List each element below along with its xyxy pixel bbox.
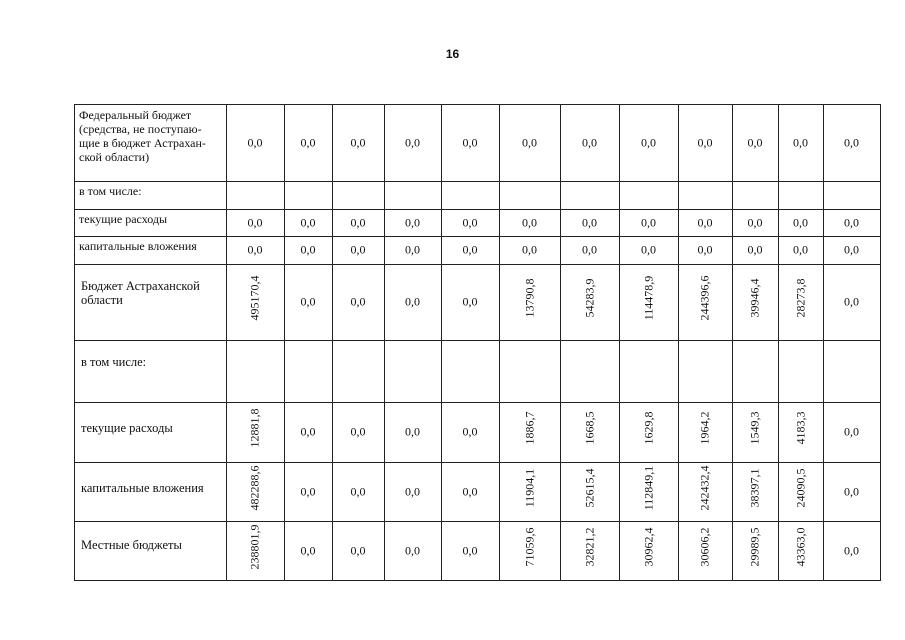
cell-value: 38397,1 — [747, 468, 762, 507]
cell-value: 0,0 — [350, 135, 366, 149]
cell-value: 0,0 — [462, 242, 478, 257]
cell-value: 12881,8 — [247, 408, 262, 448]
cell-value: 0,0 — [247, 215, 263, 229]
cell-value: 0,0 — [300, 543, 316, 557]
value-cell — [284, 340, 333, 403]
cell-value: 4183,3 — [793, 411, 807, 445]
cell-value: 13790,8 — [522, 278, 536, 318]
value-cell — [732, 340, 779, 403]
row-label: в том числе: — [74, 181, 227, 210]
cell-value: 0,0 — [462, 484, 478, 498]
cell-value: 0,0 — [582, 242, 597, 257]
row-label: Федеральный бюджет (средства, не поступаю-щие в бюджет Астрахан-ской области) — [74, 104, 227, 182]
cell-value: 0,0 — [300, 242, 316, 257]
cell-value: 242432,4 — [697, 465, 712, 510]
cell-value: 495170,4 — [247, 275, 262, 321]
cell-value: 54283,9 — [582, 278, 596, 318]
cell-value: 0,0 — [844, 135, 859, 149]
cell-value: 0,0 — [747, 242, 763, 257]
cell-value: 0,0 — [641, 215, 656, 229]
cell-value: 1964,2 — [697, 411, 712, 445]
cell-value: 0,0 — [247, 242, 263, 257]
value-cell — [619, 340, 679, 403]
row-label: Бюджет Астраханской области — [74, 264, 227, 341]
cell-value: 0,0 — [350, 484, 366, 498]
value-cell — [441, 181, 500, 210]
row-label: капитальные вложения — [74, 236, 227, 265]
value-cell — [332, 181, 385, 210]
value-cell — [441, 340, 500, 403]
cell-value: 0,0 — [405, 543, 420, 557]
value-cell — [226, 340, 285, 403]
cell-value: 1886,7 — [522, 411, 536, 445]
value-cell — [560, 181, 620, 210]
value-cell — [678, 340, 733, 403]
page-number: 16 — [445, 47, 460, 61]
cell-value: 28273,8 — [793, 278, 807, 318]
cell-value: 238801,9 — [247, 524, 262, 569]
cell-value: 43363,0 — [793, 527, 807, 566]
cell-value: 0,0 — [793, 242, 808, 257]
value-cell — [823, 340, 881, 403]
cell-value: 0,0 — [350, 215, 366, 229]
cell-value: 0,0 — [462, 294, 478, 309]
cell-value: 39946,4 — [747, 278, 762, 318]
cell-value: 0,0 — [300, 294, 316, 309]
cell-value: 0,0 — [405, 135, 420, 149]
cell-value: 0,0 — [747, 135, 763, 149]
cell-value: 0,0 — [405, 484, 420, 498]
value-cell — [619, 181, 679, 210]
row-label: текущие расходы — [74, 209, 227, 237]
cell-value: 1668,5 — [582, 411, 596, 445]
row-label: в том числе: — [74, 340, 227, 403]
cell-value: 0,0 — [582, 215, 597, 229]
cell-value: 244396,6 — [697, 275, 712, 321]
value-cell — [778, 340, 824, 403]
cell-value: 0,0 — [462, 215, 478, 229]
cell-value: 52615,4 — [582, 468, 596, 507]
cell-value: 0,0 — [405, 294, 420, 309]
value-cell — [226, 181, 285, 210]
cell-value: 0,0 — [697, 215, 713, 229]
cell-value: 0,0 — [247, 135, 263, 149]
cell-value: 11904,1 — [522, 468, 536, 507]
value-cell — [499, 340, 561, 403]
cell-value: 0,0 — [844, 242, 859, 257]
cell-value: 0,0 — [405, 242, 420, 257]
cell-value: 0,0 — [844, 543, 859, 557]
cell-value: 0,0 — [582, 135, 597, 149]
cell-value: 0,0 — [844, 215, 859, 229]
cell-value: 32821,2 — [582, 527, 596, 566]
cell-value: 0,0 — [405, 424, 420, 439]
cell-value: 0,0 — [793, 135, 808, 149]
cell-value: 0,0 — [697, 135, 713, 149]
cell-value: 30606,2 — [697, 527, 712, 566]
cell-value: 0,0 — [747, 215, 763, 229]
value-cell — [778, 181, 824, 210]
cell-value: 482288,6 — [247, 465, 262, 510]
cell-value: 0,0 — [405, 215, 420, 229]
row-label: Местные бюджеты — [74, 521, 227, 581]
cell-value: 0,0 — [641, 135, 656, 149]
cell-value: 1549,3 — [747, 411, 762, 445]
cell-value: 0,0 — [462, 424, 478, 439]
cell-value: 24090,5 — [793, 468, 807, 507]
cell-value: 0,0 — [300, 424, 316, 439]
value-cell — [823, 181, 881, 210]
cell-value: 112849,1 — [641, 465, 655, 510]
cell-value: 0,0 — [300, 135, 316, 149]
value-cell — [560, 340, 620, 403]
cell-value: 29989,5 — [747, 527, 762, 566]
cell-value: 0,0 — [844, 294, 859, 309]
value-cell — [332, 340, 385, 403]
cell-value: 114478,9 — [641, 275, 655, 321]
cell-value: 0,0 — [844, 424, 859, 439]
cell-value: 0,0 — [350, 543, 366, 557]
row-label: текущие расходы — [74, 402, 227, 463]
cell-value: 71059,6 — [522, 527, 536, 566]
cell-value: 0,0 — [462, 543, 478, 557]
cell-value: 30962,4 — [641, 527, 655, 566]
cell-value: 0,0 — [350, 242, 366, 257]
cell-value: 0,0 — [522, 242, 537, 257]
value-cell — [384, 340, 442, 403]
cell-value: 0,0 — [462, 135, 478, 149]
value-cell — [678, 181, 733, 210]
value-cell — [284, 181, 333, 210]
cell-value: 0,0 — [522, 135, 537, 149]
cell-value: 0,0 — [350, 294, 366, 309]
cell-value: 0,0 — [300, 215, 316, 229]
row-label: капитальные вложения — [74, 462, 227, 522]
cell-value: 0,0 — [697, 242, 713, 257]
cell-value: 1629,8 — [641, 411, 655, 445]
value-cell — [499, 181, 561, 210]
cell-value: 0,0 — [793, 215, 808, 229]
cell-value: 0,0 — [522, 215, 537, 229]
value-cell — [732, 181, 779, 210]
cell-value: 0,0 — [641, 242, 656, 257]
cell-value: 0,0 — [350, 424, 366, 439]
value-cell — [384, 181, 442, 210]
cell-value: 0,0 — [844, 484, 859, 498]
cell-value: 0,0 — [300, 484, 316, 498]
